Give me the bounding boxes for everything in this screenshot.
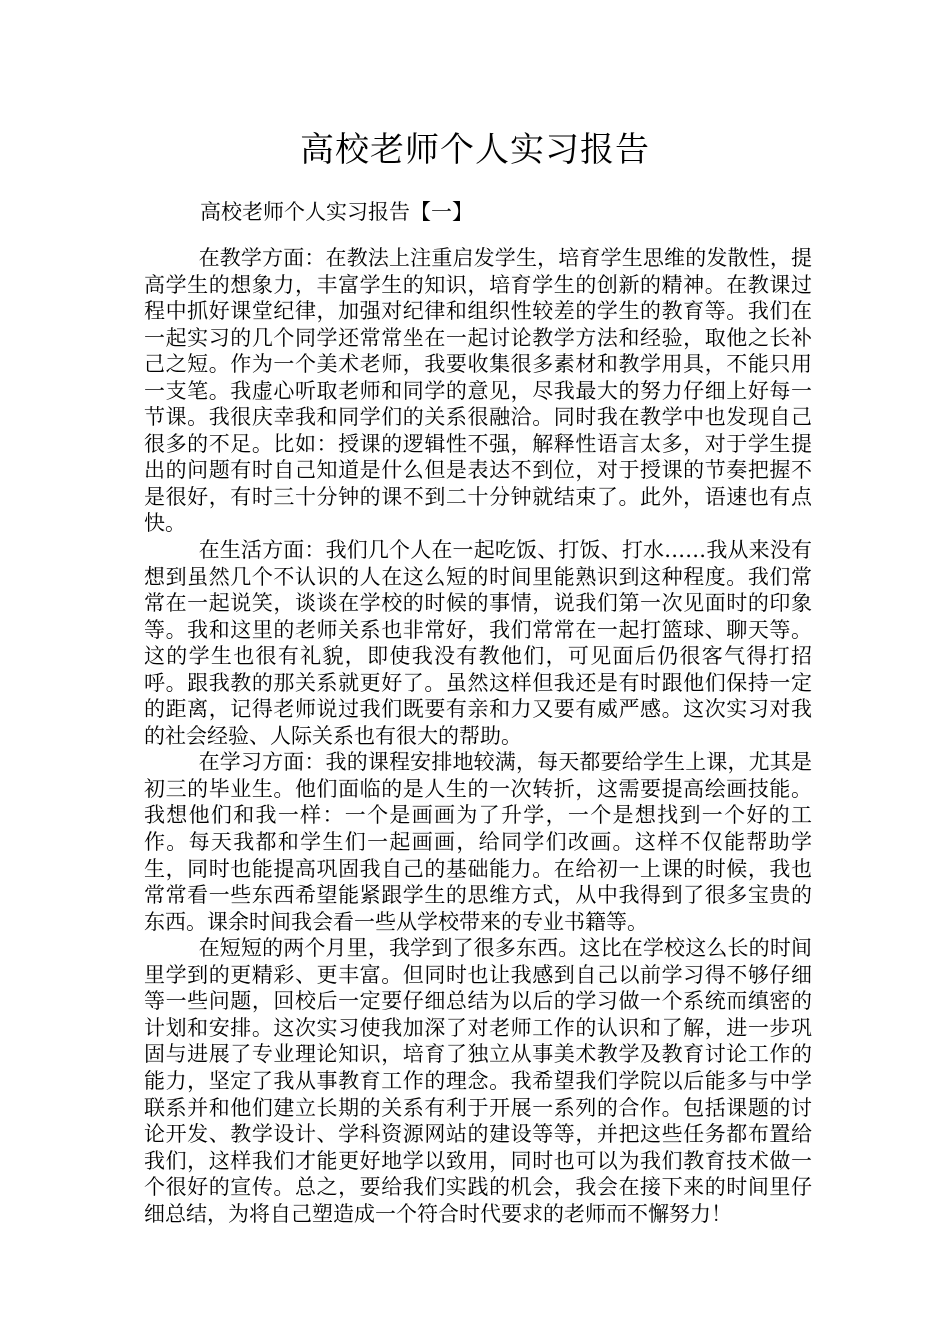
section-heading: 高校老师个人实习报告【一】: [200, 200, 473, 224]
paragraph-study: 在学习方面：我的课程安排地较满，每天都要给学生上课，尤其是初三的毕业生。他们面临的是人生的一次转折，这需要提高绘画技能。我想他们和我一样：一个是画画为了升学，一个是想找到一个好的工作。每天我都和学生们一起画画，给同学们改画。这样不仅能帮助学生，同时也能提高巩固我自己的基础能力。在给初一上课的时候，我也常常看一些东西希望能紧跟学生的思维方式，从中我得到了很多宝贵的东西。课余时间我会看一些从学校带来的专业书籍等。: [144, 750, 812, 934]
paragraph-summary: 在短短的两个月里，我学到了很多东西。这比在学校这么长的时间里学到的更精彩、更丰富。但同时也让我感到自己以前学习得不够仔细等一些问题，回校后一定要仔细总结为以后的学习做一个系统而缜密的计划和安排。这次实习使我加深了对老师工作的认识和了解，进一步巩固与进展了专业理论知识，培育了独立从事美术教学及教育讨论工作的能力，坚定了我从事教育工作的理念。我希望我们学院以后能多与中学联系并和他们建立长期的关系有利于开展一系列的合作。包括课题的讨论开发、教学设计、学科资源网站的建设等等，并把这些任务都布置给我们，这样我们才能更好地学以致用，同时也可以为我们教育技术做一个很好的宣传。总之，要给我们实践的机会，我会在接下来的时间里仔细总结，为将自己塑造成一个符合时代要求的老师而不懈努力！: [144, 936, 812, 1226]
paragraph-life: 在生活方面：我们几个人在一起吃饭、打饭、打水……我从来没有想到虽然几个不认识的人在这么短的时间里能熟识到这种程度。我们常常在一起说笑，谈谈在学校的时候的事情，说我们第一次见面时的印象等。我和这里的老师关系也非常好，我们常常在一起打篮球、聊天等。这的学生也很有礼貌，即使我没有教他们，可见面后仍很客气得打招呼。跟我教的那关系就更好了。虽然这样但我还是有时跟他们保持一定的距离，记得老师说过我们既要有亲和力又要有威严感。这次实习对我的社会经验、人际关系也有很大的帮助。: [144, 538, 812, 748]
page-title: 高校老师个人实习报告: [300, 130, 650, 170]
document-body: [144, 245, 812, 1227]
paragraph-teaching: 在教学方面：在教法上注重启发学生，培育学生思维的发散性，提高学生的想象力，丰富学生的知识，培育学生的创新的精神。在教课过程中抓好课堂纪律，加强对纪律和组织性较差的学生的教育等。我们在一起实习的几个同学还常常坐在一起讨论教学方法和经验，取他之长补己之短。作为一个美术老师，我要收集很多素材和教学用具，不能只用一支笔。我虚心听取老师和同学的意见，尽我最大的努力仔细上好每一节课。我很庆幸我和同学们的关系很融洽。同时我在教学中也发现自己很多的不足。比如：授课的逻辑性不强，解释性语言太多，对于学生提出的问题有时自己知道是什么但是表达不到位，对于授课的节奏把握不是很好，有时三十分钟的课不到二十分钟就结束了。此外，语速也有点快。: [144, 246, 812, 536]
